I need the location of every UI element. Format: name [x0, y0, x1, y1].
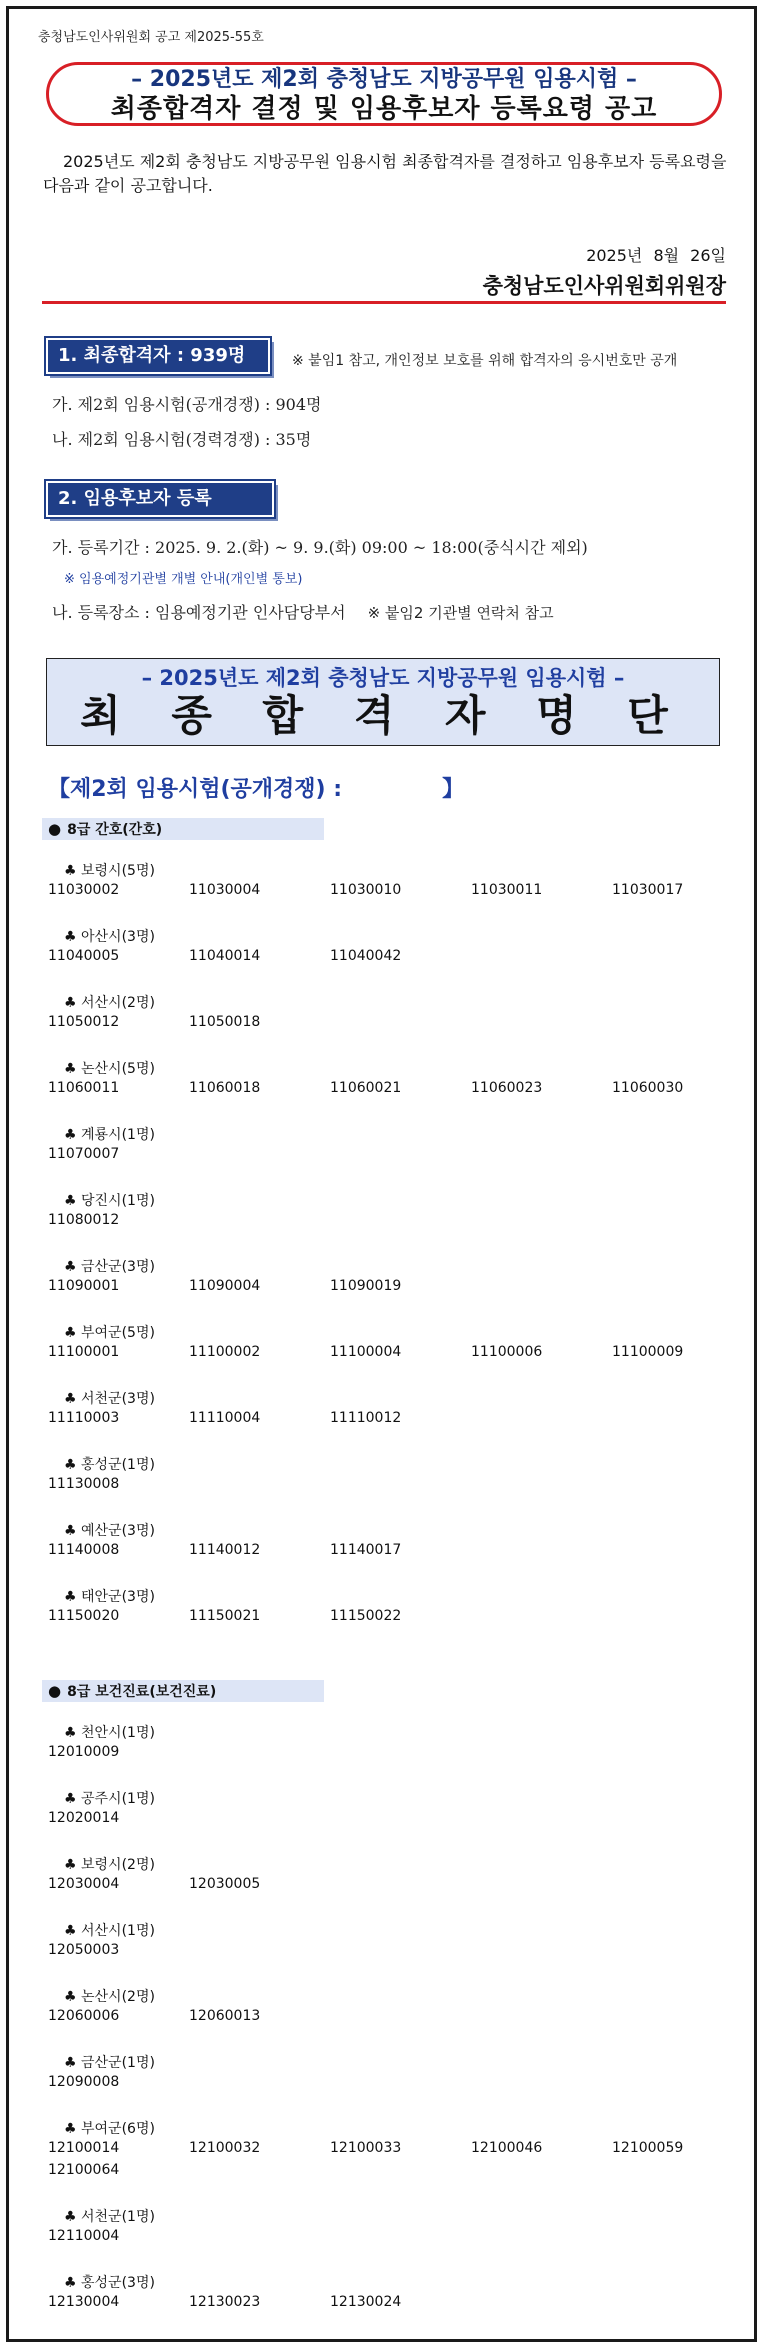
region-label: ♣ 서천군(3명) [64, 1391, 155, 1407]
intro-paragraph: 2025년도 제2회 충청남도 지방공무원 임용시험 최종합격자를 결정하고 임용후보자 등록요령을 다음과 같이 공고합니다. [43, 152, 727, 195]
region-label: ♣ 홍성군(1명) [64, 1457, 155, 1473]
list-banner [46, 658, 720, 746]
candidate-number: 11110012 [330, 1410, 402, 1426]
candidate-number: 11060011 [48, 1080, 120, 1096]
candidate-number: 11030011 [471, 882, 543, 898]
banner-line1: – 2025년도 제2회 충청남도 지방공무원 임용시험 – [141, 666, 625, 690]
notice-date: 2025년 8월 26일 [586, 246, 726, 265]
candidate-number: 12010009 [48, 1744, 120, 1760]
section1-item-career: 나. 제2회 임용시험(경력경쟁) : 35명 [52, 430, 312, 449]
grade-header-health [42, 1680, 324, 1702]
candidate-number: 12100059 [612, 2140, 684, 2156]
grade-label: 8급 보건진료(보건진료) [67, 1684, 217, 1700]
registration-place-row [52, 600, 554, 623]
banner-line2: 최 종 합 격 자 명 단 [80, 691, 686, 740]
candidate-number: 12110004 [48, 2228, 120, 2244]
registration-period-note: ※ 임용예정기관별 개별 안내(개인별 통보) [64, 572, 303, 587]
section2-heading: 2. 임용후보자 등록 [46, 481, 274, 517]
candidate-number: 12060013 [189, 2008, 261, 2024]
registration-place: 나. 등록장소 : 임용예정기관 인사담당부서 [52, 603, 346, 622]
candidate-number: 11150020 [48, 1608, 120, 1624]
candidate-number: 11150022 [330, 1608, 402, 1624]
candidate-number: 11100001 [48, 1344, 120, 1360]
candidate-number: 11140012 [189, 1542, 261, 1558]
candidate-number: 11060023 [471, 1080, 543, 1096]
region-label: ♣ 논산시(5명) [64, 1061, 155, 1077]
candidate-number: 11100006 [471, 1344, 543, 1360]
candidate-number: 12100032 [189, 2140, 261, 2156]
candidate-number: 12130004 [48, 2294, 120, 2310]
candidate-number: 12130023 [189, 2294, 261, 2310]
candidate-number: 11050012 [48, 1014, 120, 1030]
region-label: ♣ 금산군(1명) [64, 2055, 155, 2071]
exam-heading-close: 】 [442, 777, 465, 802]
candidate-number: 11140008 [48, 1542, 120, 1558]
candidate-number: 12130024 [330, 2294, 402, 2310]
grade-header-nursing [42, 818, 324, 840]
notice-number: 충청남도인사위원회 공고 제2025-55호 [38, 30, 264, 45]
candidate-number: 11060018 [189, 1080, 261, 1096]
candidate-number: 12050003 [48, 1942, 120, 1958]
candidate-number: 11100009 [612, 1344, 684, 1360]
section1-item-open: 가. 제2회 임용시험(공개경쟁) : 904명 [52, 395, 322, 414]
candidate-number: 11090019 [330, 1278, 402, 1294]
region-label: ♣ 금산군(3명) [64, 1259, 155, 1275]
candidate-number: 11030017 [612, 882, 684, 898]
section1-note: ※ 붙임1 참고, 개인정보 보호를 위해 합격자의 응시번호만 공개 [292, 353, 678, 369]
candidate-number: 12030005 [189, 1876, 261, 1892]
candidate-number: 11060021 [330, 1080, 402, 1096]
candidate-number: 11140017 [330, 1542, 402, 1558]
candidate-number: 12100014 [48, 2140, 120, 2156]
title-box [46, 62, 722, 126]
candidate-number: 11150021 [189, 1608, 261, 1624]
candidate-number: 11080012 [48, 1212, 120, 1228]
exam-heading [48, 772, 464, 803]
bullet-icon: ● [48, 1682, 62, 1700]
candidate-number: 11110004 [189, 1410, 261, 1426]
candidate-number: 12100064 [48, 2162, 120, 2178]
title-line1: – 2025년도 제2회 충청남도 지방공무원 임용시험 – [131, 67, 637, 92]
exam-heading-open: 【제2회 임용시험(공개경쟁) : [48, 777, 343, 802]
candidate-number: 12100046 [471, 2140, 543, 2156]
candidate-number: 11130008 [48, 1476, 120, 1492]
region-label: ♣ 부여군(6명) [64, 2121, 155, 2137]
candidate-number: 11040014 [189, 948, 261, 964]
region-label: ♣ 태안군(3명) [64, 1589, 155, 1605]
region-label: ♣ 보령시(2명) [64, 1857, 155, 1873]
registration-place-note: ※ 붙임2 기관별 연락처 참고 [367, 604, 554, 622]
region-label: ♣ 서산시(1명) [64, 1923, 155, 1939]
candidate-number: 11070007 [48, 1146, 120, 1162]
candidate-number: 11110003 [48, 1410, 120, 1426]
candidate-number: 11090004 [189, 1278, 261, 1294]
candidate-number: 11030002 [48, 882, 120, 898]
candidate-number: 11100002 [189, 1344, 261, 1360]
region-label: ♣ 서천군(1명) [64, 2209, 155, 2225]
region-label: ♣ 논산시(2명) [64, 1989, 155, 2005]
candidate-number: 12090008 [48, 2074, 120, 2090]
candidate-number: 11100004 [330, 1344, 402, 1360]
candidate-number: 11050018 [189, 1014, 261, 1030]
region-label: ♣ 보령시(5명) [64, 863, 155, 879]
grade-label: 8급 간호(간호) [67, 822, 163, 838]
candidate-number: 11030010 [330, 882, 402, 898]
title-line2: 최종합격자 결정 및 임용후보자 등록요령 공고 [110, 94, 658, 124]
region-label: ♣ 아산시(3명) [64, 929, 155, 945]
candidate-number: 11030004 [189, 882, 261, 898]
candidate-number: 12060006 [48, 2008, 120, 2024]
region-label: ♣ 공주시(1명) [64, 1791, 155, 1807]
region-label: ♣ 예산군(3명) [64, 1523, 155, 1539]
issuer: 충청남도인사위원회위원장 [482, 274, 726, 298]
region-label: ♣ 당진시(1명) [64, 1193, 155, 1209]
candidate-number: 11090001 [48, 1278, 120, 1294]
candidate-number: 12100033 [330, 2140, 402, 2156]
section1-heading: 1. 최종합격자 : 939명 [46, 338, 270, 374]
registration-period: 가. 등록기간 : 2025. 9. 2.(화) ~ 9. 9.(화) 09:00 ~ 18:00(중식시간 제외) [52, 538, 588, 557]
candidate-number: 11040005 [48, 948, 120, 964]
region-label: ♣ 서산시(2명) [64, 995, 155, 1011]
bullet-icon: ● [48, 820, 62, 838]
region-label: ♣ 홍성군(3명) [64, 2275, 155, 2291]
red-divider [42, 301, 726, 304]
candidate-number: 12020014 [48, 1810, 120, 1826]
region-label: ♣ 부여군(5명) [64, 1325, 155, 1341]
candidate-number: 11040042 [330, 948, 402, 964]
candidate-number: 11060030 [612, 1080, 684, 1096]
region-label: ♣ 계룡시(1명) [64, 1127, 155, 1143]
candidate-number: 12030004 [48, 1876, 120, 1892]
region-label: ♣ 천안시(1명) [64, 1725, 155, 1741]
